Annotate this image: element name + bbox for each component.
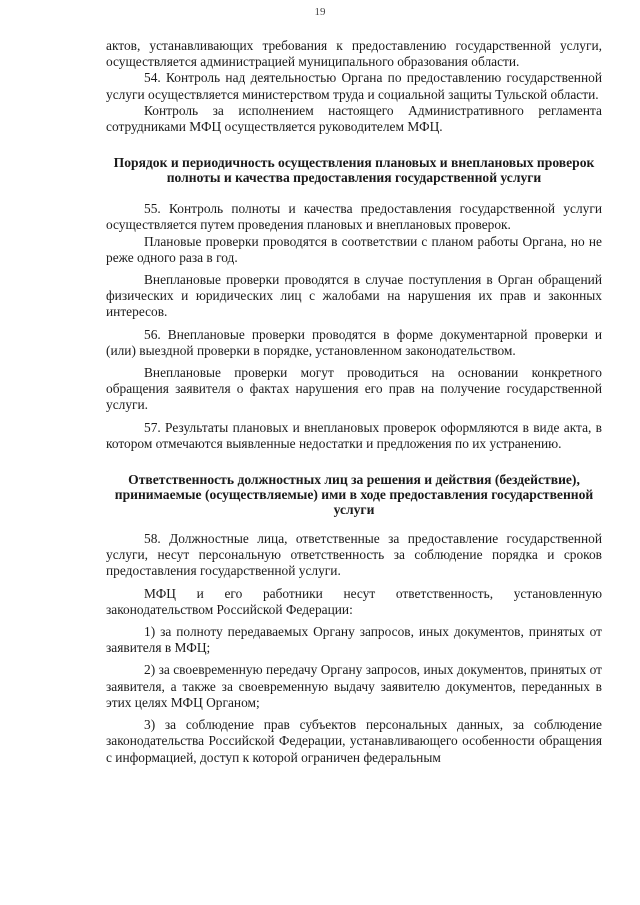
paragraph-58: 58. Должностные лица, ответственные за предоставление государственной услуги, несут персональную ответственность за соблюдение порядка и сроков предоставления государственной услуги. — [106, 531, 602, 579]
document-body — [106, 38, 602, 766]
list-item-58-1: 1) за полноту передаваемых Органу запросов, иных документов, принятых от заявителя в МФЦ; — [106, 624, 602, 656]
list-item-58-2: 2) за своевременную передачу Органу запросов, иных документов, принятых от заявителя, а также за своевременную выдачу заявителю документов, переданных в этих целях МФЦ Органом; — [106, 662, 602, 710]
paragraph-55: 55. Контроль полноты и качества предоставления государственной услуги осуществляется путем проведения плановых и внеплановых проверок. — [106, 201, 602, 233]
section-heading-inspections: Порядок и периодичность осуществления плановых и внеплановых проверок полноты и качества предоставления государственной услуги — [113, 155, 595, 186]
paragraph-56: 56. Внеплановые проверки проводятся в форме документарной проверки и (или) выездной проверки в порядке, установленном законодательством. — [106, 326, 602, 358]
paragraph-54-mfc-control: Контроль за исполнением настоящего Административного регламента сотрудниками МФЦ осуществляется руководителем МФЦ. — [106, 102, 602, 135]
paragraph-56-grounds: Внеплановые проверки могут проводиться на основании конкретного обращения заявителя о фактах нарушения его прав на получение государственной услуги. — [106, 365, 602, 413]
paragraph-55-planned: Плановые проверки проводятся в соответствии с планом работы Органа, но не реже одного раза в год. — [106, 233, 602, 265]
paragraph-58-mfc: МФЦ и его работники несут ответственность, установленную законодательством Российской Федерации: — [106, 585, 602, 617]
paragraph-57: 57. Результаты плановых и внеплановых проверок оформляются в виде акта, в котором отмечаются выявленные недостатки и предложения по их устранению. — [106, 419, 602, 451]
list-item-58-3: 3) за соблюдение прав субъектов персональных данных, за соблюдение законодательства Российской Федерации, устанавливающего особенности обращения с информацией, доступ к которой ограничен федеральным — [106, 717, 602, 765]
paragraph-55-unplanned: Внеплановые проверки проводятся в случае поступления в Орган обращений физических и юридических лиц с жалобами на нарушения их прав и законных интересов. — [106, 272, 602, 320]
page-number: 19 — [314, 6, 326, 18]
section-heading-responsibility: Ответственность должностных лиц за решения и действия (бездействие), принимаемые (осуществляемые) ими в ходе предоставления государственной услуги — [114, 472, 594, 518]
paragraph-continuation: актов, устанавливающих требования к предоставлению государственной услуги, осуществляется администрацией муниципального образования области. — [106, 38, 602, 70]
paragraph-54: 54. Контроль над деятельностью Органа по предоставлению государственной услуги осуществляется министерством труда и социальной защиты Тульской области. — [106, 70, 602, 102]
